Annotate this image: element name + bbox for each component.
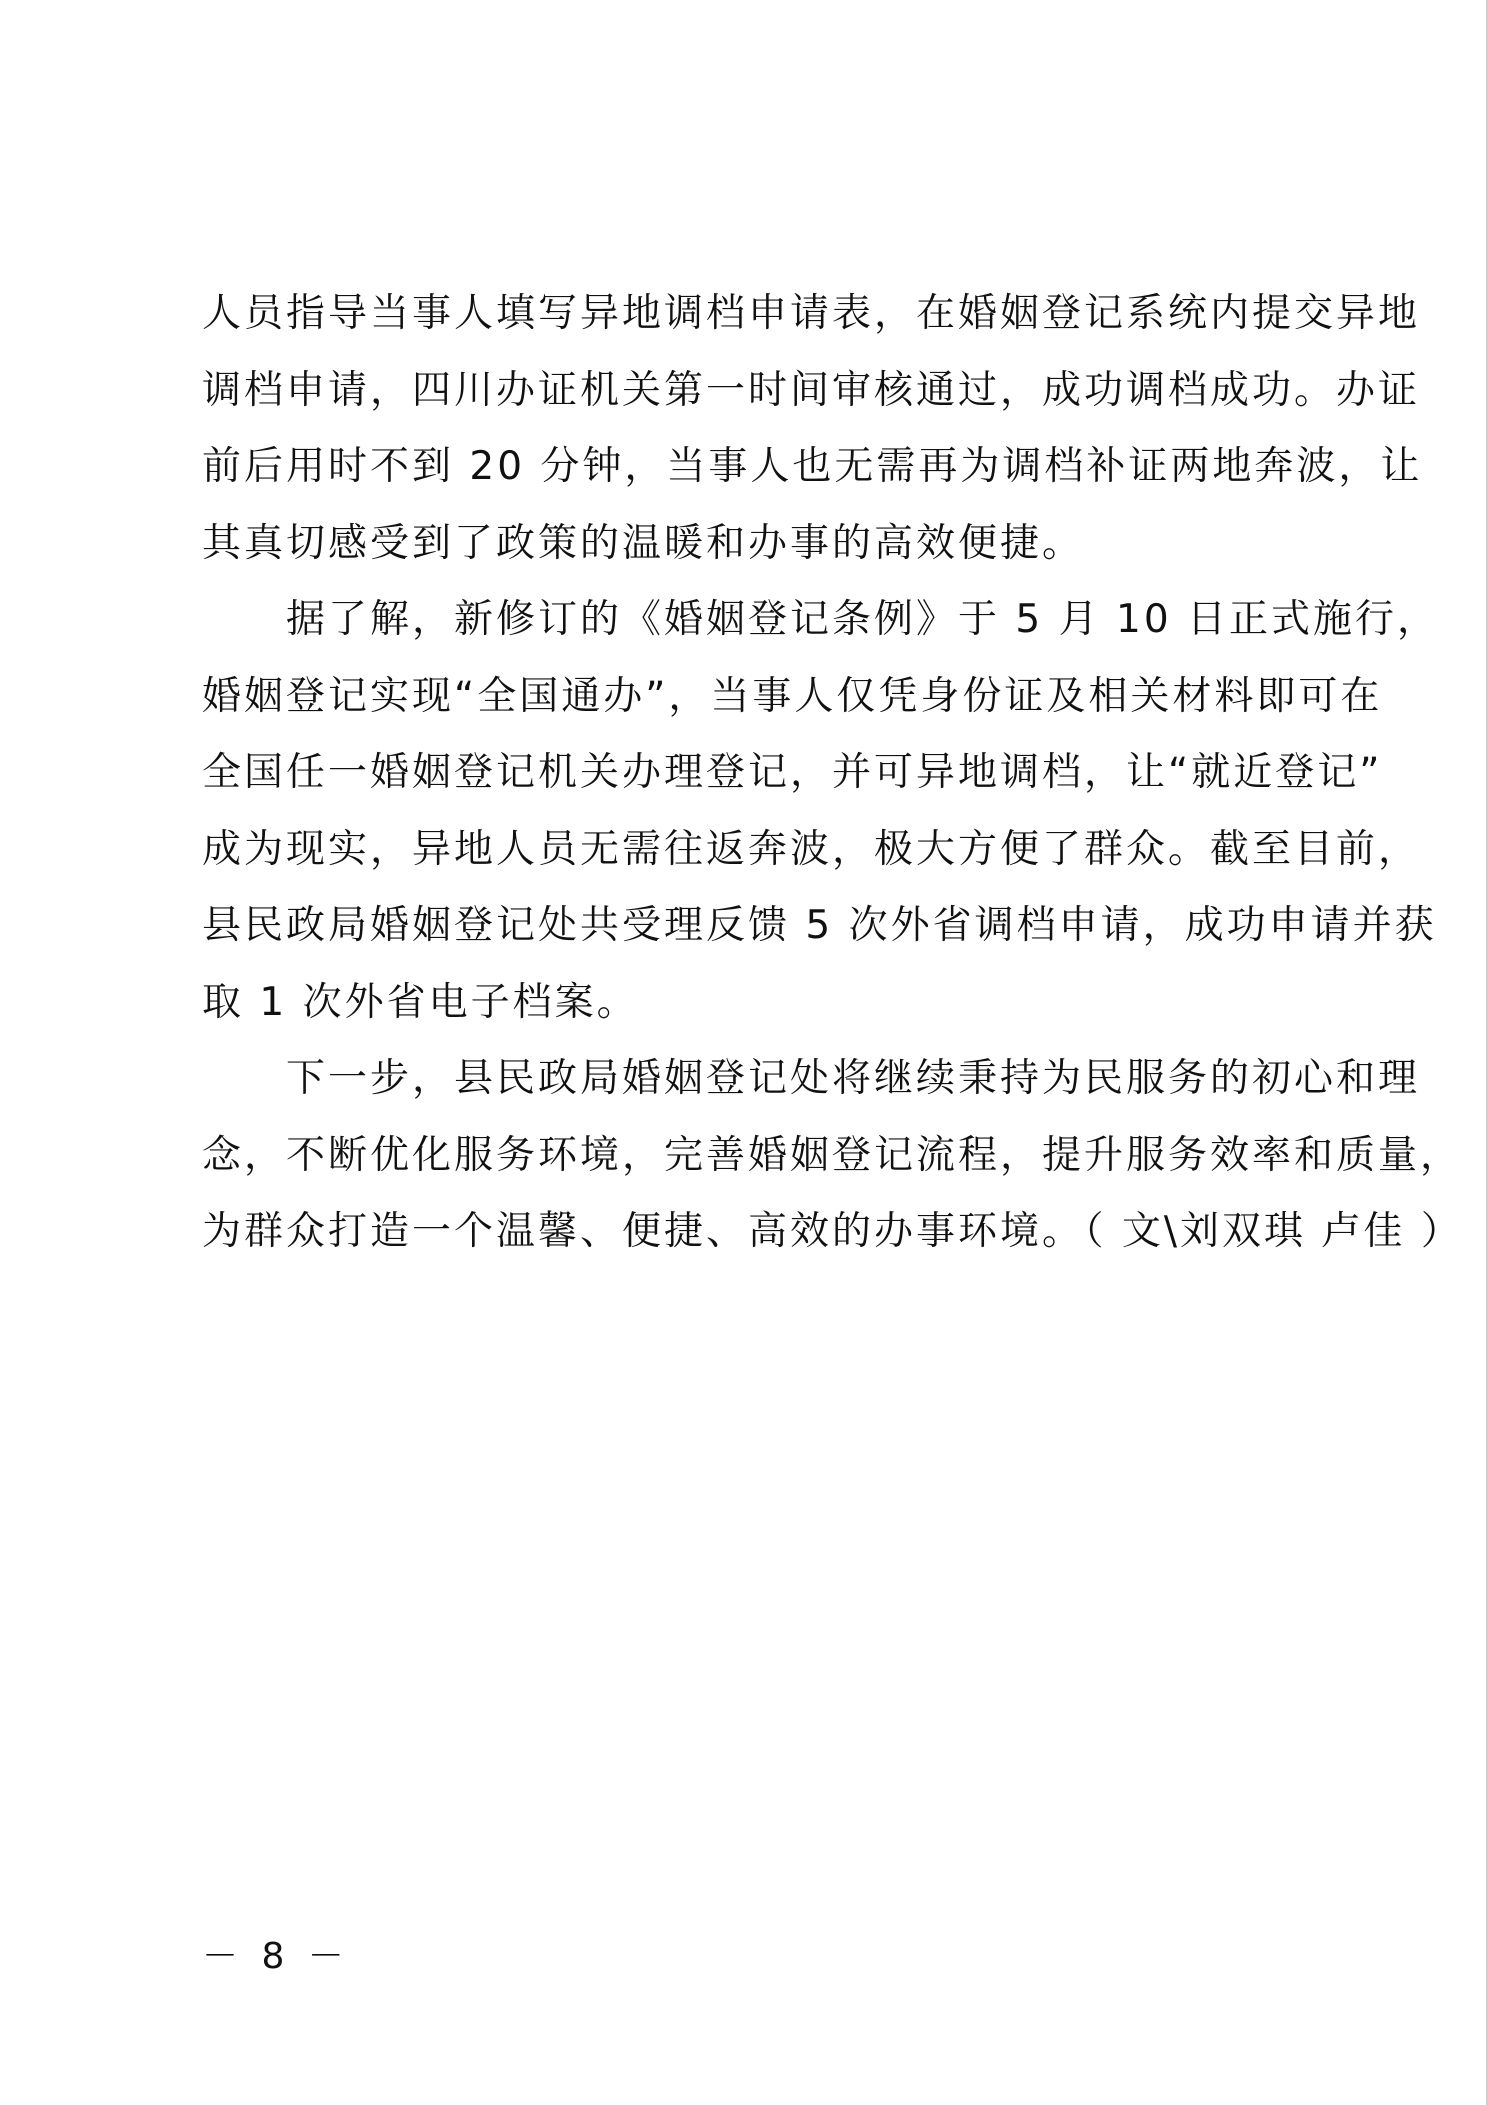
paragraph-3-line-2: 念，不断优化服务环境，完善婚姻登记流程，提升服务效率和质量， — [202, 1132, 1463, 1178]
paragraph-1-line-4: 其真切感受到了政策的温暖和办事的高效便捷。 — [202, 520, 1085, 566]
paragraph-2-line-1: 据了解，新修订的《婚姻登记条例》于 5 月 10 日正式施行， — [286, 597, 1440, 642]
paragraph-2-line-4: 成为现实，异地人员无需往返奔波，极大方便了群众。截至目前， — [202, 826, 1421, 872]
paragraph-1-line-2: 调档申请，四川办证机关第一时间审核通过，成功调档成功。办证 — [202, 367, 1421, 413]
paragraph-2-line-6: 取 1 次外省电子档案。 — [202, 979, 639, 1025]
paragraph-1-line-1: 人员指导当事人填写异地调档申请表，在婚姻登记系统内提交异地 — [202, 291, 1421, 336]
paragraph-1-line-3: 前后用时不到 20 分钟，当事人也无需再为调档补证两地奔波，让 — [202, 444, 1423, 489]
paragraph-3-line-3: 为群众打造一个温馨、便捷、高效的办事环境。（ 文\刘双琪 卢佳 ） — [202, 1209, 1463, 1254]
paragraph-2-line-2: 婚姻登记实现“全国通办”，当事人仅凭身份证及相关材料即可在 — [202, 673, 1383, 719]
article-body — [202, 276, 1463, 1271]
page-number: － 8 － — [202, 1936, 350, 1977]
paragraph-3-line-1: 下一步，县民政局婚姻登记处将继续秉持为民服务的初心和理 — [286, 1056, 1421, 1101]
paragraph-2-line-3: 全国任一婚姻登记机关办理登记，并可异地调档，让“就近登记” — [202, 750, 1383, 795]
paragraph-2-line-5: 县民政局婚姻登记处共受理反馈 5 次外省调档申请，成功申请并获 — [202, 903, 1437, 948]
